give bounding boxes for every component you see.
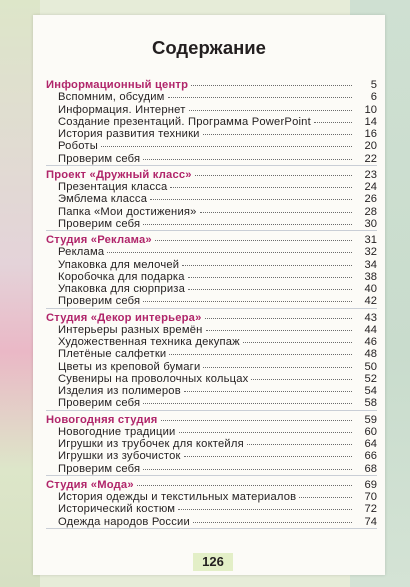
- entry-label: Коробочка для подарка: [58, 270, 185, 283]
- entry-label: Проверим себя: [58, 217, 141, 230]
- dot-leader: [150, 199, 352, 200]
- entry-page-number: 10: [364, 103, 377, 116]
- dot-leader: [169, 354, 352, 355]
- toc-entry[interactable]: [46, 516, 377, 528]
- toc-entry[interactable]: [46, 324, 377, 336]
- toc-entry[interactable]: [46, 373, 377, 385]
- entry-page-number: 68: [364, 462, 377, 475]
- toc-section-heading[interactable]: [46, 479, 377, 491]
- dot-leader: [161, 420, 352, 421]
- toc-entry[interactable]: [46, 295, 377, 307]
- dot-leader: [251, 379, 352, 380]
- entry-label: Интерьеры разных времён: [58, 323, 203, 336]
- dot-leader: [188, 277, 352, 278]
- entry-page-number: 52: [364, 372, 377, 385]
- toc-entry[interactable]: [46, 153, 377, 165]
- section-page-number: 31: [364, 234, 377, 246]
- toc-entry[interactable]: [46, 259, 377, 271]
- entry-label: Изделия из полимеров: [58, 385, 181, 397]
- dot-leader: [195, 175, 352, 176]
- toc-entry[interactable]: [46, 246, 377, 258]
- entry-label: Папка «Мои достижения»: [58, 205, 197, 218]
- toc-entry[interactable]: [46, 116, 377, 128]
- dot-leader: [299, 497, 352, 498]
- entry-page-number: 50: [364, 360, 377, 373]
- toc-section: [46, 234, 377, 309]
- toc-entry[interactable]: [46, 361, 377, 373]
- dot-leader: [168, 97, 352, 98]
- section-heading-label: Студия «Мода»: [46, 478, 134, 491]
- entry-page-number: 14: [364, 115, 377, 128]
- dot-leader: [155, 240, 352, 241]
- entry-label: Игрушки из зубочисток: [58, 450, 181, 463]
- toc-section: [46, 79, 377, 166]
- toc-entry[interactable]: [46, 128, 377, 140]
- entry-label: История одежды и текстильных материалов: [58, 491, 297, 503]
- dot-leader: [137, 485, 352, 486]
- toc-section-heading[interactable]: [46, 414, 377, 426]
- toc-entry[interactable]: [46, 218, 377, 230]
- toc-section-heading[interactable]: [46, 79, 377, 91]
- dot-leader: [143, 469, 352, 470]
- entry-page-number: 26: [364, 193, 377, 206]
- entry-label: Плетёные салфетки: [58, 348, 167, 361]
- entry-label: Проверим себя: [58, 295, 141, 308]
- entry-label: Новогодние традиции: [58, 425, 176, 438]
- entry-page-number: 20: [364, 140, 377, 153]
- book-page: [33, 15, 385, 575]
- entry-page-number: 42: [364, 295, 377, 308]
- toc-entry[interactable]: [46, 283, 377, 295]
- table-of-contents: [46, 79, 377, 532]
- dot-leader: [178, 509, 352, 510]
- page-title: Содержание: [152, 37, 266, 58]
- dot-leader: [184, 391, 352, 392]
- entry-page-number: 58: [364, 397, 377, 410]
- dot-leader: [188, 289, 352, 290]
- toc-entry[interactable]: [46, 104, 377, 116]
- entry-page-number: 44: [364, 323, 377, 336]
- entry-page-number: 30: [364, 217, 377, 230]
- dot-leader: [143, 301, 352, 302]
- entry-page-number: 46: [364, 336, 377, 348]
- entry-page-number: 32: [364, 246, 377, 259]
- entry-label: Проверим себя: [58, 397, 141, 410]
- dot-leader: [170, 187, 352, 188]
- entry-label: Реклама: [58, 246, 105, 259]
- entry-label: Художественная техника декупаж: [58, 336, 240, 348]
- entry-page-number: 54: [364, 385, 377, 397]
- dot-leader: [107, 252, 352, 253]
- entry-page-number: 66: [364, 450, 377, 463]
- toc-entry[interactable]: [46, 181, 377, 193]
- dot-leader: [143, 224, 352, 225]
- toc-section: [46, 414, 377, 476]
- toc-entry[interactable]: [46, 450, 377, 462]
- dot-leader: [143, 403, 352, 404]
- dot-leader: [314, 122, 352, 123]
- toc-entry[interactable]: [46, 491, 377, 503]
- toc-entry[interactable]: [46, 140, 377, 152]
- toc-entry[interactable]: [46, 463, 377, 475]
- dot-leader: [189, 110, 352, 111]
- entry-page-number: 40: [364, 283, 377, 295]
- toc-entry[interactable]: [46, 438, 377, 450]
- entry-page-number: 70: [364, 491, 377, 503]
- dot-leader: [247, 444, 352, 445]
- toc-section-heading[interactable]: [46, 312, 377, 324]
- toc-entry[interactable]: [46, 426, 377, 438]
- section-page-number: 43: [364, 311, 377, 324]
- entry-label: Сувениры на проволочных кольцах: [58, 372, 249, 385]
- section-page-number: 59: [364, 413, 377, 426]
- page-number: 126: [193, 553, 233, 571]
- dot-leader: [200, 212, 352, 213]
- entry-label: Упаковка для сюрприза: [58, 283, 186, 295]
- section-heading-label: Новогодняя студия: [46, 413, 158, 426]
- entry-label: Информация. Интернет: [58, 103, 186, 116]
- toc-section: [46, 479, 377, 529]
- entry-page-number: 64: [364, 438, 377, 450]
- entry-label: История развития техники: [58, 128, 200, 140]
- toc-entry[interactable]: [46, 503, 377, 515]
- dot-leader: [203, 134, 352, 135]
- entry-page-number: 74: [364, 515, 377, 528]
- toc-section-heading[interactable]: [46, 169, 377, 181]
- dot-leader: [205, 318, 352, 319]
- entry-page-number: 6: [370, 91, 377, 104]
- entry-label: Упаковка для мелочей: [58, 258, 180, 271]
- entry-label: Игрушки из трубочек для коктейля: [58, 438, 244, 450]
- entry-label: Проверим себя: [58, 152, 141, 165]
- entry-label: Вспомним, обсудим: [58, 91, 165, 104]
- dot-leader: [206, 330, 352, 331]
- entry-page-number: 16: [364, 128, 377, 140]
- entry-label: Цветы из креповой бумаги: [58, 360, 201, 373]
- section-heading-label: Информационный центр: [46, 79, 189, 91]
- dot-leader: [143, 159, 352, 160]
- toc-entry[interactable]: [46, 385, 377, 397]
- toc-entry[interactable]: [46, 348, 377, 360]
- entry-page-number: 34: [364, 258, 377, 271]
- toc-section-heading[interactable]: [46, 234, 377, 246]
- section-page-number: 5: [370, 79, 377, 91]
- dot-leader: [203, 367, 352, 368]
- entry-label: Исторический костюм: [58, 503, 176, 516]
- toc-entry[interactable]: [46, 91, 377, 103]
- dot-leader: [179, 432, 353, 433]
- entry-page-number: 72: [364, 503, 377, 516]
- entry-page-number: 22: [364, 152, 377, 165]
- toc-entry[interactable]: [46, 397, 377, 409]
- toc-entry[interactable]: [46, 193, 377, 205]
- entry-page-number: 24: [364, 181, 377, 193]
- entry-label: Презентация класса: [58, 181, 168, 193]
- section-heading-label: Студия «Реклама»: [46, 234, 152, 246]
- dot-leader: [101, 146, 352, 147]
- entry-page-number: 48: [364, 348, 377, 361]
- section-page-number: 23: [364, 168, 377, 181]
- toc-section: [46, 312, 377, 411]
- toc-section: [46, 169, 377, 231]
- section-heading-label: Проект «Дружный класс»: [46, 168, 192, 181]
- entry-page-number: 28: [364, 205, 377, 218]
- entry-label: Роботы: [58, 140, 98, 153]
- section-page-number: 69: [364, 478, 377, 491]
- toc-entry[interactable]: [46, 336, 377, 348]
- entry-label: Одежда народов России: [58, 515, 190, 528]
- toc-entry[interactable]: [46, 206, 377, 218]
- entry-label: Проверим себя: [58, 462, 141, 475]
- dot-leader: [182, 265, 352, 266]
- dot-leader: [243, 342, 352, 343]
- dot-leader: [193, 522, 352, 523]
- entry-label: Эмблема класса: [58, 193, 148, 206]
- dot-leader: [191, 85, 352, 86]
- entry-label: Создание презентаций. Программа PowerPoint: [58, 115, 311, 128]
- entry-page-number: 38: [364, 270, 377, 283]
- toc-entry[interactable]: [46, 271, 377, 283]
- section-heading-label: Студия «Декор интерьера»: [46, 311, 202, 324]
- entry-page-number: 60: [364, 425, 377, 438]
- dot-leader: [184, 456, 352, 457]
